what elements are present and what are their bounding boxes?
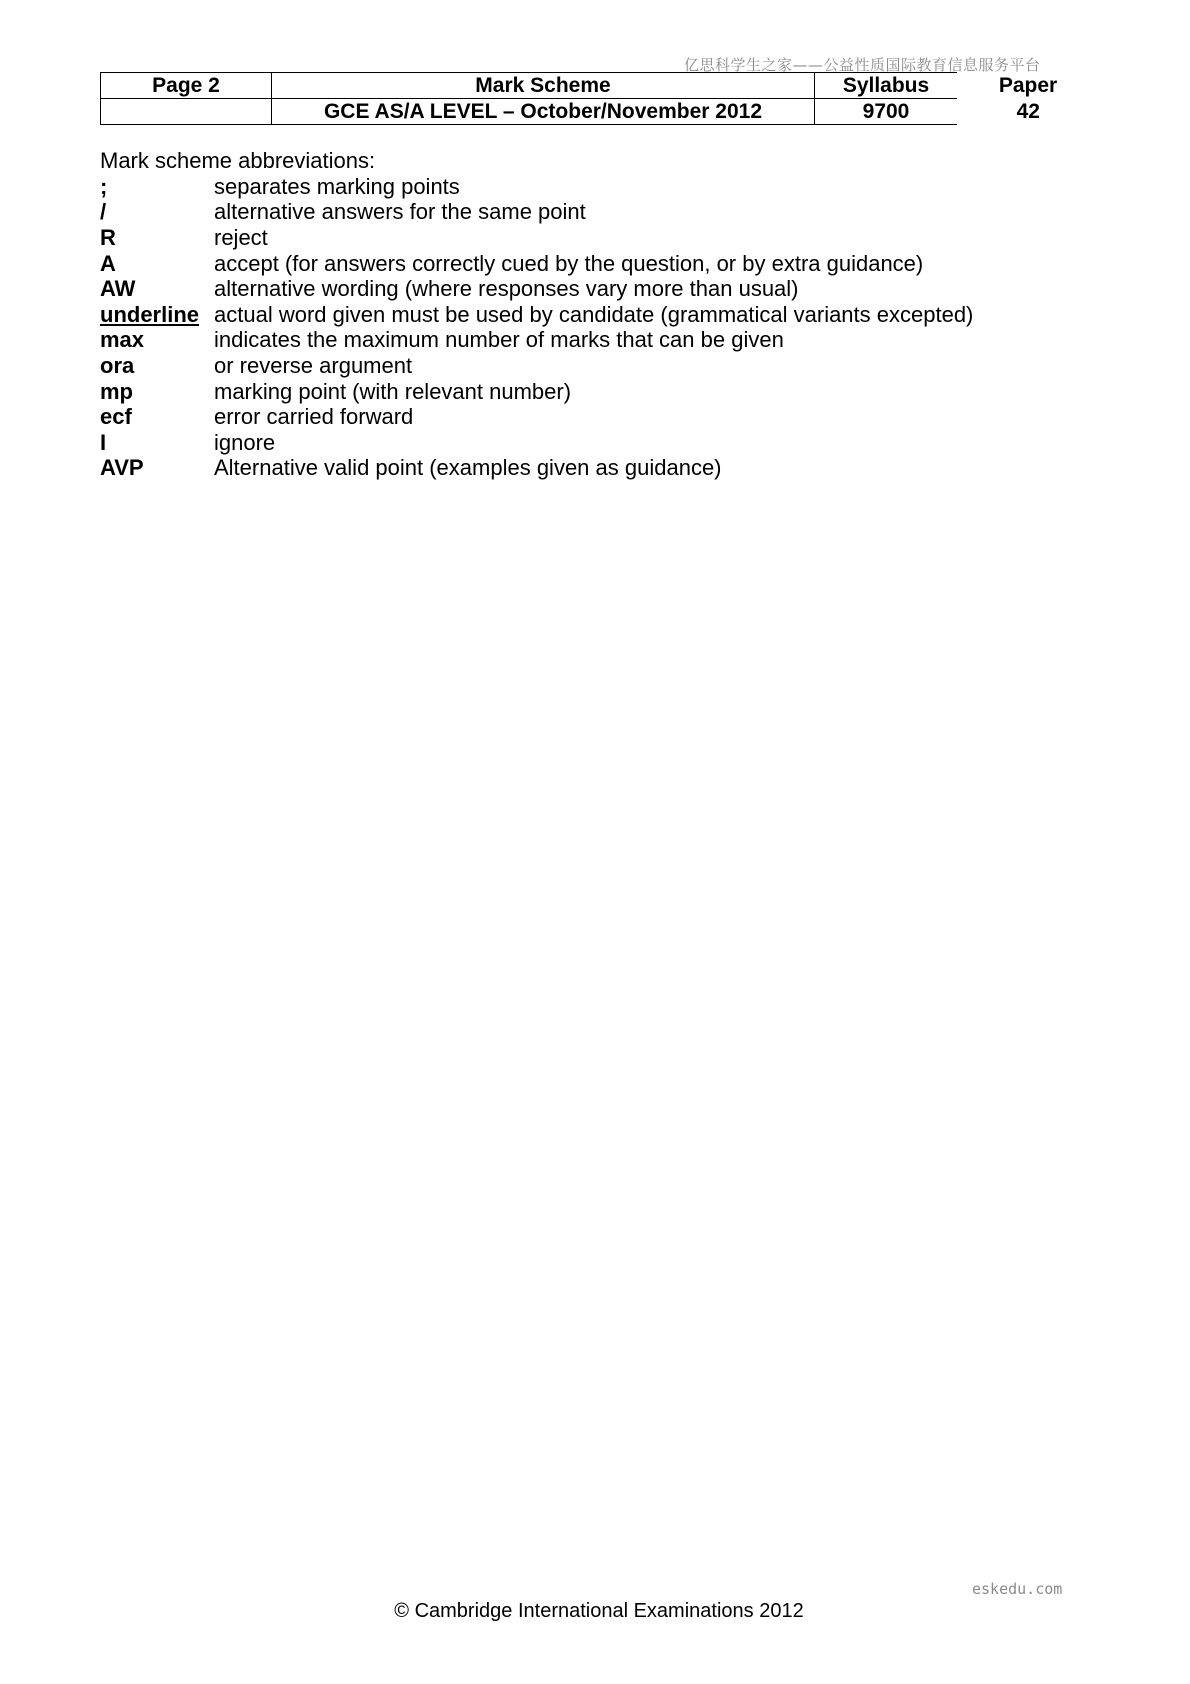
abbreviation-key: AVP	[100, 455, 144, 481]
watermark-bottom: eskedu.com	[972, 1580, 1063, 1598]
page-blank-cell	[101, 99, 272, 125]
abbreviation-key: mp	[100, 378, 133, 404]
abbreviation-desc: indicates the maximum number of marks that can be given	[214, 327, 784, 353]
abbreviation-desc: Alternative valid point (examples given as guidance)	[214, 455, 722, 481]
abbreviations-list	[100, 174, 973, 481]
watermark-top: 亿思科学生之家——公益性质国际教育信息服务平台	[684, 56, 1041, 74]
abbreviation-desc: alternative wording (where responses vary more than usual)	[214, 276, 799, 302]
paper-label: Paper	[998, 74, 1058, 97]
paper-value: 42	[1016, 100, 1040, 123]
abbreviation-row	[100, 251, 973, 277]
abbreviation-row	[100, 456, 973, 482]
document-subtitle: GCE AS/A LEVEL – October/November 2012	[272, 99, 815, 125]
header-row-1	[101, 73, 1100, 99]
syllabus-value: 9700	[815, 99, 958, 125]
abbreviation-desc: alternative answers for the same point	[214, 199, 586, 225]
abbreviation-row	[100, 379, 973, 405]
abbreviation-key: ora	[100, 352, 135, 378]
abbreviation-key: max	[100, 327, 145, 353]
abbreviation-key: AW	[100, 276, 136, 302]
abbreviation-key: ecf	[100, 404, 132, 430]
abbreviation-row	[100, 353, 973, 379]
abbreviation-row	[100, 328, 973, 354]
copyright-footer: © Cambridge International Examinations 2012	[394, 1600, 804, 1622]
abbreviation-key: /	[100, 199, 107, 225]
abbreviation-desc: or reverse argument	[214, 352, 413, 378]
abbreviation-row	[100, 430, 973, 456]
abbreviation-row	[100, 404, 973, 430]
abbreviation-desc: accept (for answers correctly cued by the question, or by extra guidance)	[214, 250, 924, 276]
abbreviation-desc: marking point (with relevant number)	[214, 378, 572, 404]
abbreviation-key: ;	[100, 173, 108, 199]
abbreviation-key: R	[100, 224, 116, 250]
document-title: Mark Scheme	[272, 73, 815, 99]
abbreviation-desc: separates marking points	[214, 173, 460, 199]
header-row-2	[101, 99, 1100, 125]
header-table	[100, 72, 1100, 125]
abbreviation-desc: error carried forward	[214, 404, 414, 430]
abbreviation-row	[100, 276, 973, 302]
abbreviation-row	[100, 174, 973, 200]
abbreviation-key: A	[100, 250, 116, 276]
page-label: Page 2	[101, 73, 272, 99]
abbreviation-key: I	[100, 429, 107, 455]
abbreviation-row	[100, 200, 973, 226]
abbreviations-title: Mark scheme abbreviations:	[100, 148, 376, 173]
abbreviation-row	[100, 225, 973, 251]
abbreviation-desc: actual word given must be used by candidate (grammatical variants excepted)	[214, 301, 974, 327]
syllabus-label: Syllabus	[815, 73, 958, 99]
abbreviation-row	[100, 302, 973, 328]
abbreviation-desc: reject	[214, 224, 268, 250]
abbreviation-desc: ignore	[214, 429, 276, 455]
abbreviation-key: underline	[100, 301, 200, 327]
